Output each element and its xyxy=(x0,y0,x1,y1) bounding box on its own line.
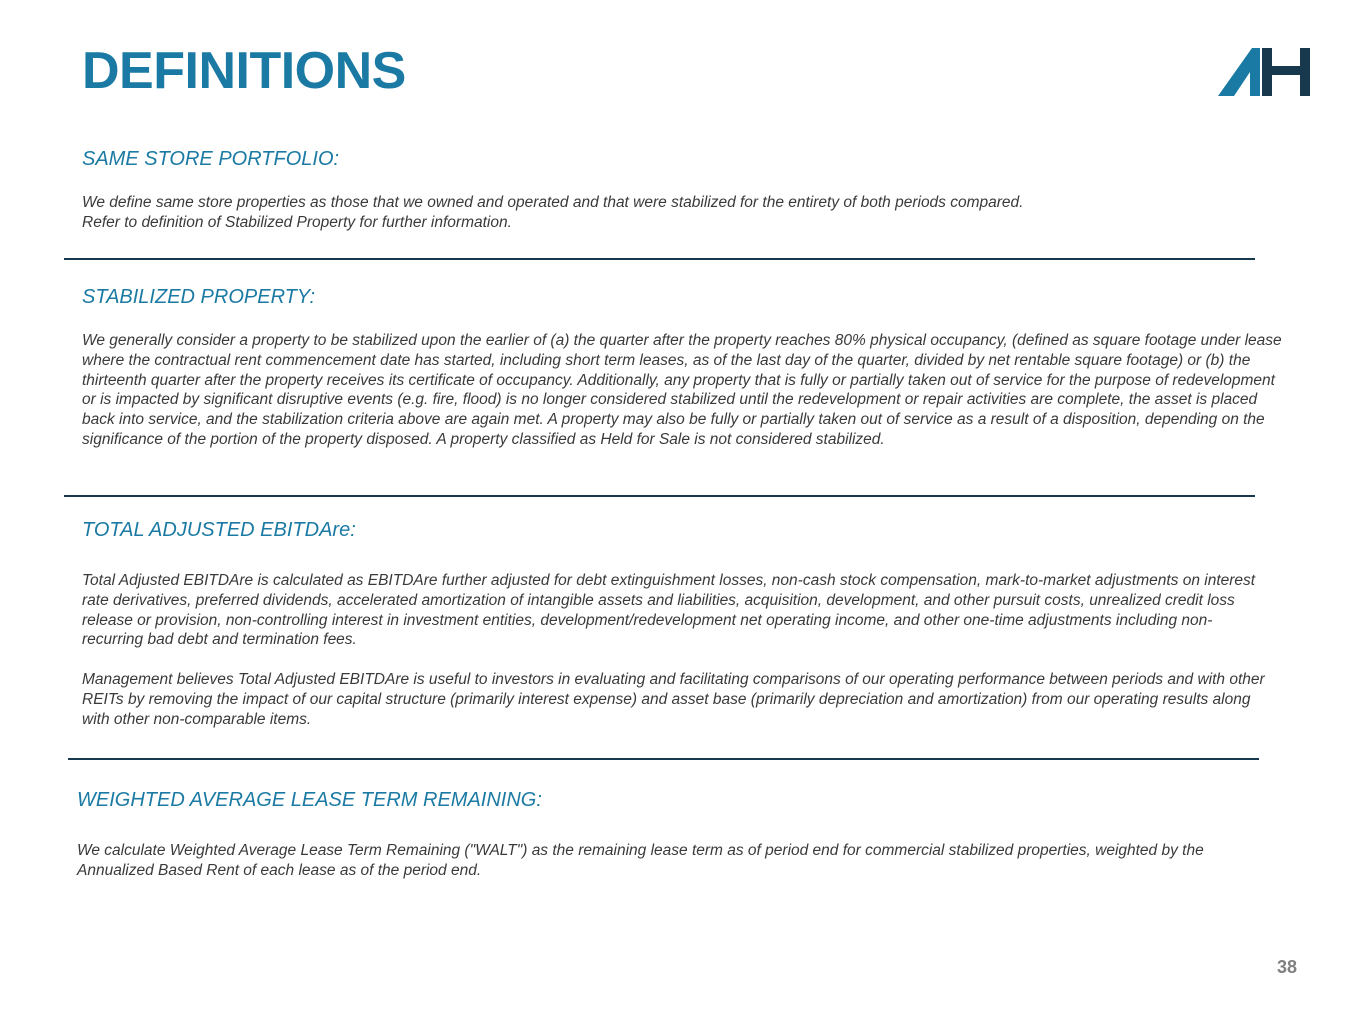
paragraph: We define same store properties as those that we owned and operated and that were stabilized for the entirety of both periods compared. xyxy=(82,194,1024,211)
section-body-total-adjusted-ebitdare-p1: Total Adjusted EBITDAre is calculated as EBITDAre further adjusted for debt extinguishment losses, non-cash stock compensation, mark-to-market adjustments on interest rate derivatives, preferred dividends, accelerated amortization of intangible assets and liabilities, acquisition, development, and other pursuit costs, unrealized credit loss release or provision, non-controlling interest in investment entities, development/redevelopment net operating income, and other one-time adjustments including non-recurring bad debt and termination fees. xyxy=(82,572,1256,649)
section-divider xyxy=(64,495,1255,497)
ah-logo-icon xyxy=(1216,46,1312,98)
section-body-stabilized-property: We generally consider a property to be stabilized upon the earlier of (a) the quarter after the property reaches 80% physical occupancy, (defined as square footage under lease where the contractual rent commencement date has started, including short term leases, as of the last day of the quarter, divided by net rentable square footage) or (b) the thirteenth quarter after the property receives its certificate of occupancy. Additionally, any property that is fully or partially taken out of service for the purpose of redevelopment or is impacted by significant disruptive events (e.g. fire, flood) is no longer considered stabilized until the redevelopment or repair activities are complete, the asset is placed back into service, and the stabilization criteria above are again met. A property may also be fully or partially taken out of service as a result of a disposition, depending on the significance of the portion of the property disposed. A property classified as Held for Sale is not considered stabilized. xyxy=(82,332,1282,448)
page-number: 38 xyxy=(1276,957,1297,977)
section-body-total-adjusted-ebitdare-p2: Management believes Total Adjusted EBITDAre is useful to investors in evaluating and facilitating comparisons of our operating performance between periods and with other REITs by removing the impact of our capital structure (primarily interest expense) and asset base (primarily depreciation and amortization) from our operating results along with other non-comparable items. xyxy=(82,671,1265,728)
paragraph: Refer to definition of Stabilized Property for further information. xyxy=(82,213,512,231)
section-heading-stabilized-property: STABILIZED PROPERTY: xyxy=(82,286,316,308)
section-heading-total-adjusted-ebitdare: TOTAL ADJUSTED EBITDAre: xyxy=(82,519,356,541)
page-title: DEFINITIONS xyxy=(82,42,406,100)
section-body-same-store-portfolio xyxy=(82,193,1282,233)
section-body-walt: We calculate Weighted Average Lease Term Remaining ("WALT") as the remaining lease term as of period end for commercial stabilized properties, weighted by the Annualized Based Rent of each lease as of the period end. xyxy=(77,842,1204,879)
section-divider xyxy=(68,758,1259,760)
section-heading-walt: WEIGHTED AVERAGE LEASE TERM REMAINING: xyxy=(77,789,542,811)
section-divider xyxy=(64,258,1255,260)
section-heading-same-store-portfolio: SAME STORE PORTFOLIO: xyxy=(82,148,340,170)
